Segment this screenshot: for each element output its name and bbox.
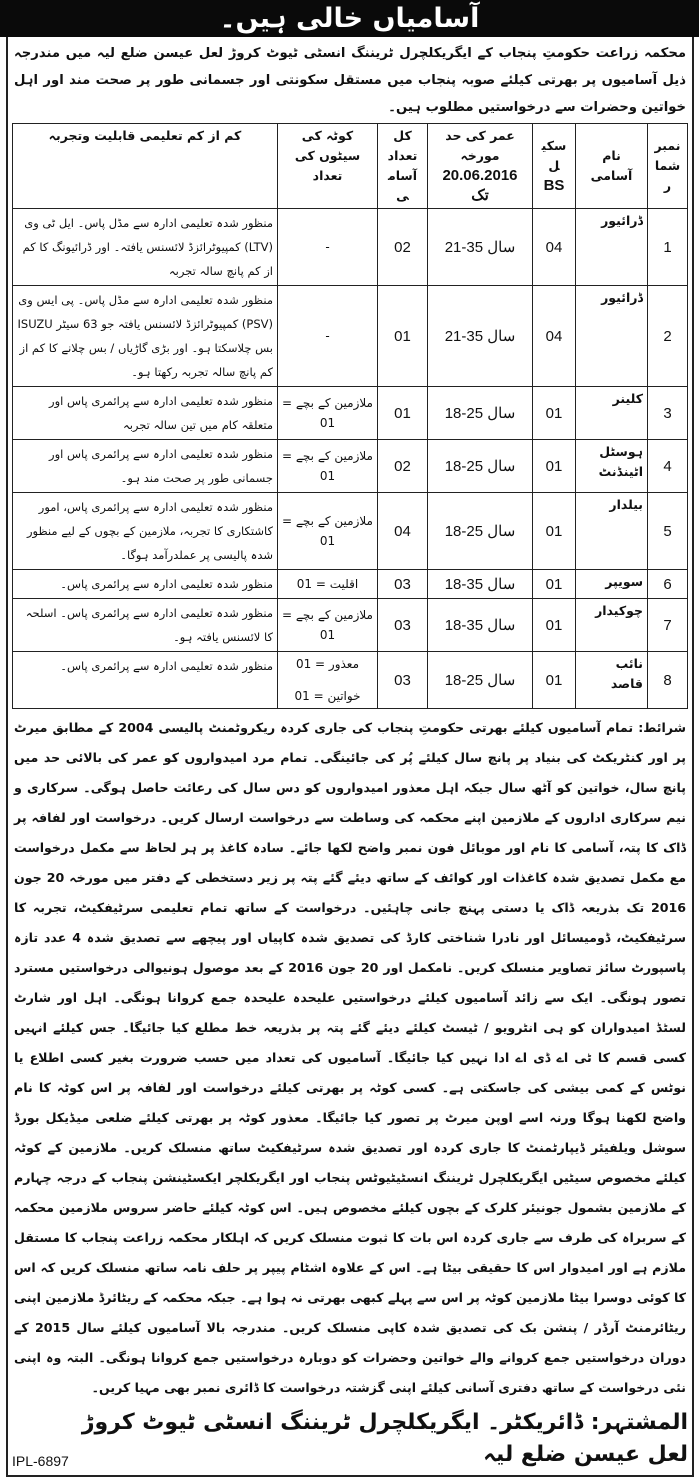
quota-value: ملازمین کے بچے = 01: [282, 396, 373, 430]
table-row: [13, 570, 688, 599]
serial-cell: 5: [648, 493, 688, 570]
total-posts-cell: 03: [378, 570, 428, 599]
qualification-cell: منظور شدہ تعلیمی ادارہ سے مڈل پاس۔ پی ایس وی (PSV) کمپیوٹرائزڈ لائسنس یافتہ جو 63 سیٹر ISUZU بس چلاسکتا ہو۔ اور بڑی گاڑیاں / بس چلانے کا کم از کم پانچ سالہ تجربہ رکھتا ہو۔: [13, 286, 278, 387]
table-row: [13, 440, 688, 493]
qualification-cell: منظور شدہ تعلیمی ادارہ سے مڈل پاس۔ ایل ٹی وی (LTV) کمپیوٹرائزڈ لائسنس یافتہ۔ اور ڈرائیونگ کا کم از کم پانچ سالہ تجربہ: [13, 209, 278, 286]
age-limit-cell: 18-25 سال: [428, 493, 533, 570]
qualification-cell: منظور شدہ تعلیمی ادارہ سے پرائمری پاس۔: [13, 570, 278, 599]
age-limit-cell: 18-25 سال: [428, 440, 533, 493]
header-total: کل تعداد آسامی: [378, 124, 428, 209]
serial-cell: 7: [648, 599, 688, 652]
scale-cell: 01: [533, 599, 576, 652]
header-scale-label: سکیل: [541, 138, 567, 173]
age-limit-cell: 18-35 سال: [428, 599, 533, 652]
age-limit-cell: 18-25 سال: [428, 387, 533, 440]
total-posts-cell: 03: [378, 652, 428, 709]
quota-value-secondary: خواتین = 01: [294, 689, 361, 703]
post-name-cell: سویپر: [576, 570, 648, 599]
quota-cell: [278, 440, 378, 493]
total-posts-cell: 04: [378, 493, 428, 570]
total-posts-cell: 01: [378, 387, 428, 440]
header-serial: نمبر شمار: [648, 124, 688, 209]
quota-value: اقلیت = 01: [296, 577, 359, 591]
ad-title: آسامیاں خالی ہیں۔: [219, 3, 480, 34]
quota-cell: [278, 286, 378, 387]
post-name-cell: کلینر: [576, 387, 648, 440]
serial-cell: 3: [648, 387, 688, 440]
table-row: [13, 387, 688, 440]
serial-cell: 6: [648, 570, 688, 599]
scale-cell: 04: [533, 209, 576, 286]
age-limit-cell: 21-35 سال: [428, 286, 533, 387]
scale-cell: 01: [533, 440, 576, 493]
total-posts-cell: 01: [378, 286, 428, 387]
vacancies-table: [12, 123, 688, 709]
scale-cell: 04: [533, 286, 576, 387]
advertiser-line: المشتہر: ڈائریکٹر۔ ایگریکلچرل ٹریننگ انسٹی ٹیوٹ کروڑ لعل عیسن ضلع لیہ: [81, 1410, 688, 1467]
conditions-label: شرائط:: [638, 720, 686, 735]
title-bar: [0, 0, 699, 37]
table-body: [13, 209, 688, 709]
quota-cell: [278, 209, 378, 286]
quota-cell: [278, 387, 378, 440]
qualification-cell: منظور شدہ تعلیمی ادارہ سے پرائمری پاس۔: [13, 652, 278, 709]
header-age-sub: 20.06.2016 تک: [442, 167, 518, 204]
total-posts-cell: 03: [378, 599, 428, 652]
post-name-cell: نائب قاصد: [576, 652, 648, 709]
ad-frame: [6, 37, 694, 1477]
ad-reference: IPL-6897: [12, 1453, 69, 1469]
header-quota: کوٹہ کی سیٹوں کی تعداد: [278, 124, 378, 209]
header-post: نام آسامی: [576, 124, 648, 209]
qualification-cell: منظور شدہ تعلیمی ادارہ سے پرائمری پاس، امور کاشتکاری کا تجربہ، ملازمین کے بچوں کے لیے منظور شدہ پالیسی پر عملدرآمد ہوگا۔: [13, 493, 278, 570]
scale-cell: 01: [533, 493, 576, 570]
qualification-cell: منظور شدہ تعلیمی ادارہ سے پرائمری پاس اور متعلقہ کام میں تین سالہ تجربہ: [13, 387, 278, 440]
age-limit-cell: 18-25 سال: [428, 652, 533, 709]
serial-cell: 8: [648, 652, 688, 709]
qualification-cell: منظور شدہ تعلیمی ادارہ سے پرائمری پاس۔ اسلحہ کا لائسنس یافتہ ہو۔: [13, 599, 278, 652]
quota-value: -: [325, 240, 330, 254]
age-limit-cell: 21-35 سال: [428, 209, 533, 286]
quota-cell: [278, 493, 378, 570]
header-qualification: کم از کم تعلیمی قابلیت وتجربہ: [13, 124, 278, 209]
scale-cell: 01: [533, 570, 576, 599]
post-name-cell: ڈرائیور: [576, 286, 648, 387]
quota-value: معذور = 01: [295, 657, 360, 671]
quota-value: -: [325, 329, 330, 343]
scale-cell: 01: [533, 652, 576, 709]
intro-paragraph: محکمہ زراعت حکومتِ پنجاب کے ایگریکلچرل ٹریننگ انسٹی ٹیوٹ کروڑ لعل عیسن ضلع لیہ میں مندرجہ ذیل آسامیوں پر بھرتی کیلئے صوبہ پنجاب میں مستقل سکونتی اور جسمانی طور پر صحت مند اور اہل خواتین وحضرات سے درخواستیں مطلوب ہیں۔: [14, 46, 686, 115]
age-limit-cell: 18-35 سال: [428, 570, 533, 599]
header-age-label: عمر کی حد مورخہ: [445, 128, 515, 163]
table-row: [13, 652, 688, 709]
total-posts-cell: 02: [378, 209, 428, 286]
header-scale: [533, 124, 576, 209]
post-name-cell: بیلدار: [576, 493, 648, 570]
qualification-cell: منظور شدہ تعلیمی ادارہ سے پرائمری پاس اور جسمانی طور پر صحت مند ہو۔: [13, 440, 278, 493]
table-header-row: [13, 124, 688, 209]
table-row: [13, 286, 688, 387]
serial-cell: 4: [648, 440, 688, 493]
post-name-cell: ہوسٹل اٹینڈنٹ: [576, 440, 648, 493]
quota-cell: [278, 652, 378, 709]
quota-cell: [278, 570, 378, 599]
total-posts-cell: 02: [378, 440, 428, 493]
scale-cell: 01: [533, 387, 576, 440]
conditions-paragraph: [14, 713, 686, 1403]
serial-cell: 2: [648, 286, 688, 387]
table-row: [13, 599, 688, 652]
quota-value: ملازمین کے بچے = 01: [282, 449, 373, 483]
conditions-text: تمام آسامیوں کیلئے بھرتی حکومتِ پنجاب کی جاری کردہ ریکروٹمنٹ پالیسی 2004 کے مطابق میرٹ پر اور کنٹریکٹ کی بنیاد پر پانچ سال کیلئے پُر کی جائینگی۔ تمام مرد امیدواروں کو عمر کی بالائی حد میں پانچ سال، خواتین کو آٹھ سال جبکہ اہل معذور امیدواروں کو دس سال کی رعائت حاصل ہوگی۔ سرکاری و نیم سرکاری اداروں کے ملازمین اپنے محکمہ کی وساطت سے درخواست ارسال کریں۔ درخواست اور لفافہ پر ڈاک کا پتہ، آسامی کا نام اور موبائل فون نمبر واضح لکھا جائے۔ سادہ کاغذ پر ہر لحاظ سے مکمل درخواست مع مکمل تصدیق شدہ کاغذات اور کوائف کے ساتھ دیئے گئے پتہ پر زیر دستخطی کے دفتر میں مورخہ 20 جون 2016 تک بذریعہ ڈاک یا دستی پہنچ جانی چاہئیں۔ درخواست کے ساتھ تمام تعلیمی سرٹیفکیٹ، تجربہ کا سرٹیفکیٹ، ڈومیسائل اور نادرا شناختی کارڈ کی تصدیق شدہ کاپیاں اور پیچھے سے تصدیق شدہ 4 عدد تازہ پاسپورٹ سائز تصاویر منسلک کریں۔ نامکمل اور 20 جون 2016 کے بعد موصول ہونیوالی درخواستیں مسترد تصور ہونگی۔ ایک سے زائد آسامیوں کیلئے درخواستیں علیحدہ علیحدہ جمع کروانا ہونگی۔ اہل اور شارٹ لسٹڈ امیدواران کو ہی انٹرویو / ٹیسٹ کیلئے دیئے گئے پتہ پر بذریعہ خط مطلع کیا جائیگا۔ جس کیلئے انہیں کسی قسم کا ٹی اے ڈی اے ادا نہیں کیا جائیگا۔ آسامیوں کی تعداد میں حسب ضرورت بغیر کسی اطلاع یا نوٹس کے کمی بیشی کی جاسکتی ہے۔ کسی کوٹہ پر بھرتی کیلئے درخواست اور لفافہ پر اس کوٹہ کا نام واضح لکھنا ہوگا ورنہ اسے اوپن میرٹ پر تصور کیا جائیگا۔ معذور کوٹہ پر بھرتی کیلئے ضلعی میڈیکل بورڈ سوشل ویلفیئر ڈیپارٹمنٹ کا جاری کردہ اور تصدیق شدہ سرٹیفکیٹ ساتھ منسلک کریں۔ ملازمین کے کوٹہ کیلئے مخصوص سیٹیں ایگریکلچرل ٹریننگ انسٹیٹیوٹس پنجاب اور ایگریکلچر ایکسٹینشن پنجاب کے درجہ چہارم کے ملازمین بشمول جونیئر کلرک کے بچوں کیلئے مخصوص ہیں۔ اس کوٹہ کیلئے حاضر سروس ملازمین محکمہ کے سربراہ کی طرف سے جاری کردہ اس بات کا ثبوت منسلک کریں کہ اہلکار محکمہ زراعت پنجاب کا مستقل ملازم ہے اور امیدوار اس کا حقیقی بیٹا ہے۔ اس کے علاوہ اشٹام پیپر پر حلف نامہ ساتھ منسلک کریں کہ اس کا کوئی دوسرا بیٹا ملازمین کوٹہ پر اس سے پہلے کبھی بھرتی نہ ہوا ہے۔ جبکہ محکمہ کے ریٹائرڈ ملازمین اپنی ریٹائرمنٹ آرڈر / پنشن بک کی تصدیق شدہ کاپی منسلک کریں۔ مندرجہ بالا آسامیوں کیلئے سال 2015 کے دوران درخواستیں جمع کروانے والے خواتین وحضرات کو دوبارہ درخواستیں جمع کروانا ہونگی۔ البتہ وہ اپنی نئی درخواست کے ساتھ دفتری آسانی کیلئے اپنی گزشتہ درخواست کا ڈائری نمبر بھی مہیا کریں۔: [14, 720, 686, 1395]
serial-cell: 1: [648, 209, 688, 286]
post-name-cell: چوکیدار: [576, 599, 648, 652]
header-age: [428, 124, 533, 209]
footer: [12, 1407, 688, 1471]
quota-value: ملازمین کے بچے = 01: [282, 608, 373, 642]
quota-cell: [278, 599, 378, 652]
table-row: [13, 493, 688, 570]
header-scale-sub: BS: [543, 177, 565, 194]
post-name-cell: ڈرائیور: [576, 209, 648, 286]
quota-value: ملازمین کے بچے = 01: [282, 514, 373, 548]
table-row: [13, 209, 688, 286]
